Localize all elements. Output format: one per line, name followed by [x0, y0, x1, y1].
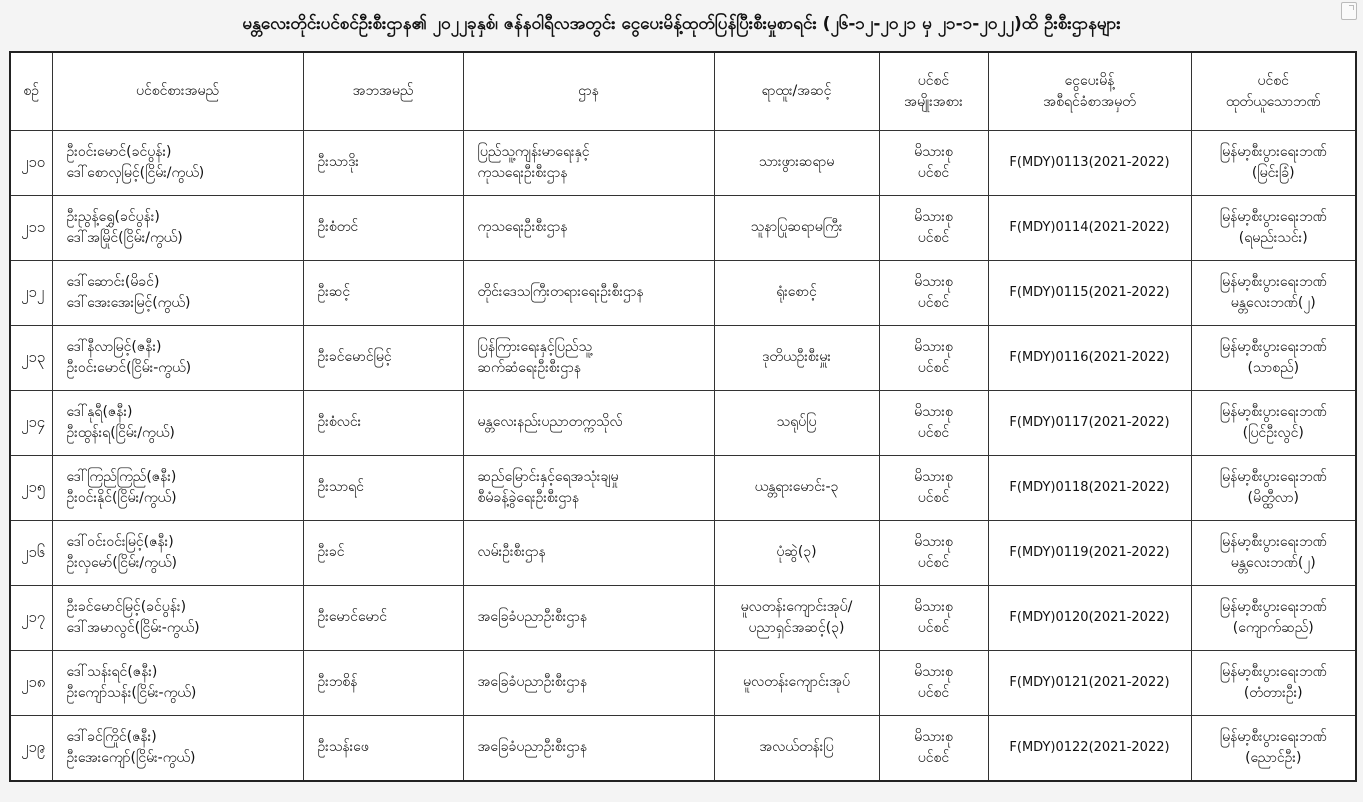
table-row	[10, 715, 1356, 781]
cell-pension-type	[879, 390, 988, 455]
cell-order-number: F(MDY)0115(2021-2022)	[988, 260, 1191, 325]
cell-rank-line: ဒုတိယဦးစီးမှူး	[762, 349, 831, 366]
cell-pension-type-line: မိသားစု	[914, 403, 953, 420]
cell-pensioner-name-line: ဦးကျော်သန်း(ငြိမ်း-ကွယ်)	[66, 684, 197, 701]
cell-department	[463, 520, 714, 585]
cell-pensioner-name-line: ဒေါ်စောလှမြင့်(ငြိမ်း/ကွယ်)	[66, 164, 205, 181]
cell-department	[463, 131, 714, 196]
cell-pension-type-line: မိသားစု	[914, 468, 953, 485]
cell-father-name-line: ဦးသာဒိုး	[317, 154, 359, 171]
cell-bank-line: မြန်မာ့စီးပွားရေးဘဏ်	[1219, 208, 1327, 225]
header-bank-line: ထုတ်ယူသောဘဏ်	[1225, 93, 1321, 110]
cell-pensioner-name-line: ဒေါ်ကြည်ကြည်(ဇနီး)	[66, 468, 177, 485]
cell-department	[463, 650, 714, 715]
cell-pension-type-line: ပင်စင်	[917, 619, 950, 636]
table-body	[10, 131, 1356, 782]
cell-no: ၂၁၉	[10, 715, 52, 781]
cell-pension-type-line: ပင်စင်	[917, 684, 950, 701]
table-row	[10, 455, 1356, 520]
cell-pension-type-line: ပင်စင်	[917, 164, 950, 181]
table-row	[10, 650, 1356, 715]
cell-father-name-line: ဦးခင်မောင်မြင့်	[317, 349, 392, 366]
cell-bank-line: မြန်မာ့စီးပွားရေးဘဏ်	[1219, 468, 1327, 485]
header-pension-type-line: ပင်စင်	[917, 72, 950, 89]
header-order-number-line: အစီရင်ခံစာအမှတ်	[1043, 93, 1136, 110]
cell-department-line: အခြေခံပညာဦးစီးဌာန	[477, 674, 588, 691]
cell-no: ၂၁၄	[10, 390, 52, 455]
cell-pensioner-name	[52, 131, 303, 196]
header-father-name-line: အဘအမည်	[352, 83, 414, 99]
cell-bank-line: (ပြင်ဦးလွင်)	[1242, 424, 1304, 441]
cell-department-line: ဆက်ဆံရေးဦးစီးဌာန	[477, 359, 581, 376]
cell-pensioner-name-line: ဒေါ်နီလာမြင့်(ဇနီး)	[66, 338, 162, 355]
table-row	[10, 390, 1356, 455]
cell-department	[463, 455, 714, 520]
table-row	[10, 520, 1356, 585]
cell-department	[463, 260, 714, 325]
cell-pensioner-name	[52, 715, 303, 781]
cell-bank	[1191, 325, 1356, 390]
cell-pension-type	[879, 260, 988, 325]
cell-rank	[714, 520, 879, 585]
cell-bank	[1191, 715, 1356, 781]
header-pensioner-name	[52, 52, 303, 131]
cell-order-number: F(MDY)0117(2021-2022)	[988, 390, 1191, 455]
cell-bank-line: မန္တလေးဘဏ်(၂)	[1230, 554, 1316, 571]
cell-rank-line: ပညာရှင်အဆင့်(၃)	[748, 619, 845, 636]
cell-department-line: ကုသရေးဦးစီးဌာန	[477, 219, 568, 236]
cell-pensioner-name	[52, 390, 303, 455]
header-pensioner-name-line: ပင်စင်စားအမည်	[136, 83, 219, 99]
cell-department	[463, 585, 714, 650]
header-father-name	[303, 52, 463, 131]
cell-pension-type-line: မိသားစု	[914, 728, 953, 745]
cell-rank	[714, 325, 879, 390]
cell-father-name	[303, 390, 463, 455]
cell-bank-line: (ရမည်းသင်း)	[1238, 229, 1308, 246]
cell-bank-line: မြန်မာ့စီးပွားရေးဘဏ်	[1219, 403, 1327, 420]
cell-father-name	[303, 260, 463, 325]
cell-father-name-line: ဦးသာရင်	[317, 479, 364, 496]
cell-pensioner-name-line: ဒေါ်ဝင်းဝင်းမြင့်(ဇနီး)	[66, 533, 174, 550]
cell-pensioner-name	[52, 585, 303, 650]
cell-pension-type-line: မိသားစု	[914, 598, 953, 615]
cell-no: ၂၁၅	[10, 455, 52, 520]
cell-pensioner-name-line: ဦးဝင်းနိုင်(ငြိမ်း/ကွယ်)	[66, 489, 177, 506]
cell-pension-type-line: ပင်စင်	[917, 424, 950, 441]
cell-rank	[714, 585, 879, 650]
cell-rank	[714, 260, 879, 325]
cell-bank-line: မြန်မာ့စီးပွားရေးဘဏ်	[1219, 598, 1327, 615]
cell-pension-type-line: ပင်စင်	[917, 359, 950, 376]
cell-father-name-line: ဦးမောင်မောင်	[317, 609, 388, 626]
cell-rank-line: ပုံဆွဲ(၃)	[776, 544, 817, 561]
cell-pensioner-name-line: ဦးခင်မောင်မြင့်(ခင်ပွန်း)	[66, 598, 187, 615]
cell-bank	[1191, 260, 1356, 325]
cell-department	[463, 195, 714, 260]
cell-department-line: အခြေခံပညာဦးစီးဌာန	[477, 609, 588, 626]
cell-pension-type	[879, 131, 988, 196]
cell-order-number: F(MDY)0121(2021-2022)	[988, 650, 1191, 715]
cell-department-line: စီမံခန့်ခွဲရေးဦးစီးဌာန	[477, 489, 580, 506]
cell-department-line: ပြန်ကြားရေးနှင့်ပြည်သူ့	[477, 338, 593, 355]
header-no-line: စဉ်	[23, 83, 40, 99]
cell-father-name	[303, 455, 463, 520]
cell-pensioner-name-line: ဒေါ်ခင်ကြိုင်(ဇနီး)	[66, 728, 157, 745]
popout-icon[interactable]	[1341, 2, 1357, 20]
cell-department-line: ပြည်သူ့ကျန်းမာရေးနှင့်	[477, 143, 590, 160]
cell-rank-line: ရုံးစောင့်	[776, 284, 817, 301]
cell-pensioner-name	[52, 650, 303, 715]
cell-bank-line: မြန်မာ့စီးပွားရေးဘဏ်	[1219, 728, 1327, 745]
cell-pensioner-name	[52, 520, 303, 585]
cell-pensioner-name-line: ဒေါ်အမြိုင်(ငြိမ်း/ကွယ်)	[66, 229, 183, 246]
cell-pensioner-name-line: ဦးအေးကျော်(ငြိမ်း-ကွယ်)	[66, 749, 196, 766]
cell-department	[463, 325, 714, 390]
cell-order-number: F(MDY)0120(2021-2022)	[988, 585, 1191, 650]
cell-rank-line: အလယ်တန်းပြ	[759, 739, 834, 756]
cell-father-name	[303, 585, 463, 650]
cell-pension-type	[879, 715, 988, 781]
cell-bank-line: (ကျောက်ဆည်)	[1232, 619, 1314, 636]
header-bank	[1191, 52, 1356, 131]
header-bank-line: ပင်စင်	[1257, 72, 1289, 89]
header-pension-type	[879, 52, 988, 131]
cell-rank-line: သားဖွားဆရာမ	[758, 154, 835, 171]
cell-father-name-line: ဦးစံတင်	[317, 219, 359, 236]
table-row	[10, 260, 1356, 325]
cell-pensioner-name-line: ဒေါ်အေးအေးမြင့်(ကွယ်)	[66, 294, 191, 311]
header-pension-type-line: အမျိုးအစား	[904, 93, 963, 110]
cell-order-number: F(MDY)0118(2021-2022)	[988, 455, 1191, 520]
cell-father-name	[303, 520, 463, 585]
cell-no: ၂၁၃	[10, 325, 52, 390]
cell-pensioner-name	[52, 455, 303, 520]
cell-order-number: F(MDY)0122(2021-2022)	[988, 715, 1191, 781]
cell-rank	[714, 195, 879, 260]
cell-pension-type	[879, 650, 988, 715]
cell-department-line: အခြေခံပညာဦးစီးဌာန	[477, 739, 588, 756]
cell-bank-line: (မိတ္ထီလာ)	[1247, 489, 1299, 506]
cell-bank-line: မန္တလေးဘဏ်(၂)	[1230, 294, 1316, 311]
cell-pensioner-name	[52, 260, 303, 325]
cell-rank-line: ယန္တရားမောင်း-၃	[754, 479, 839, 496]
cell-pension-type-line: ပင်စင်	[917, 554, 950, 571]
cell-bank	[1191, 455, 1356, 520]
cell-no: ၂၁၆	[10, 520, 52, 585]
table-row	[10, 195, 1356, 260]
cell-father-name-line: ဦးစံလင်း	[317, 414, 362, 431]
cell-father-name-line: ဦးဘစိန်	[317, 674, 358, 691]
cell-no: ၂၁၇	[10, 585, 52, 650]
cell-pensioner-name-line: ဒေါ်သန်းရင်(ဇနီး)	[66, 663, 158, 680]
cell-pension-type	[879, 455, 988, 520]
cell-bank	[1191, 131, 1356, 196]
cell-pension-type	[879, 520, 988, 585]
cell-department-line: ကုသရေးဦးစီးဌာန	[477, 164, 568, 181]
cell-department-line: မန္တလေးနည်းပညာတက္ကသိုလ်	[477, 414, 623, 431]
cell-pension-type-line: ပင်စင်	[917, 229, 950, 246]
cell-pension-type	[879, 195, 988, 260]
cell-pensioner-name-line: ဦးလှမော်(ငြိမ်း/ကွယ်)	[66, 554, 177, 571]
cell-father-name-line: ဦးသန်းဖေ	[317, 739, 369, 756]
header-department	[463, 52, 714, 131]
cell-bank	[1191, 520, 1356, 585]
cell-bank-line: (ညောင်ဦး)	[1245, 749, 1302, 766]
cell-pension-type-line: ပင်စင်	[917, 294, 950, 311]
cell-bank-line: (တံတားဦး)	[1243, 684, 1303, 701]
cell-pension-type-line: မိသားစု	[914, 143, 953, 160]
cell-pensioner-name-line: ဦးထွန်းရ(ငြိမ်း/ကွယ်)	[66, 424, 175, 441]
header-rank	[714, 52, 879, 131]
title-text: မန္တလေးတိုင်းပင်စင်ဦးစီးဌာန၏ ၂၀၂၂ခုနှစ်၊ ဇန်နဝါရီလအတွင်း ငွေပေးမိန့်ထုတ်ပြန်ပြီးစီးမှုစာရင်း (၂၆-၁၂-၂၀၂၁ မှ ၂၁-၁-၂၀၂၂)ထိ ဦးစီးဌာနများ	[242, 13, 1121, 34]
header-row	[10, 52, 1356, 131]
cell-pensioner-name	[52, 195, 303, 260]
cell-bank-line: (သာစည်)	[1247, 359, 1300, 376]
cell-department	[463, 715, 714, 781]
cell-pensioner-name	[52, 325, 303, 390]
cell-pension-type-line: မိသားစု	[914, 208, 953, 225]
cell-rank	[714, 390, 879, 455]
header-no	[10, 52, 52, 131]
cell-pensioner-name-line: ဦးဝင်းမောင်(ငြိမ်း-ကွယ်)	[66, 359, 192, 376]
pension-table	[9, 51, 1357, 782]
cell-rank	[714, 715, 879, 781]
page-title	[0, 0, 1363, 50]
cell-father-name	[303, 650, 463, 715]
header-rank-line: ရာထူး/အဆင့်	[761, 83, 832, 99]
cell-department-line: တိုင်းဒေသကြီးတရားရေးဦးစီးဌာန	[477, 284, 644, 301]
cell-department-line: ဆည်မြောင်းနှင့်ရေအသုံးချမှု	[477, 468, 619, 485]
cell-order-number: F(MDY)0119(2021-2022)	[988, 520, 1191, 585]
cell-rank	[714, 131, 879, 196]
cell-pensioner-name-line: ဦးဝင်းမောင်(ခင်ပွန်း)	[66, 143, 172, 160]
cell-no: ၂၁၈	[10, 650, 52, 715]
cell-father-name	[303, 325, 463, 390]
header-department-line: ဌာန	[578, 83, 599, 99]
cell-pensioner-name-line: ဒေါ်နုရီ(ဇနီး)	[66, 403, 133, 420]
header-order-number	[988, 52, 1191, 131]
cell-bank-line: မြန်မာ့စီးပွားရေးဘဏ်	[1219, 338, 1327, 355]
cell-rank-line: မူလတန်းကျောင်းအုပ်	[743, 674, 850, 691]
cell-father-name-line: ဦးခင်	[317, 544, 345, 561]
cell-no: ၂၁၀	[10, 131, 52, 196]
cell-bank-line: မြန်မာ့စီးပွားရေးဘဏ်	[1219, 273, 1327, 290]
cell-bank	[1191, 195, 1356, 260]
cell-pension-type-line: မိသားစု	[914, 533, 953, 550]
cell-pensioner-name-line: ဒေါ်အမာလွင်(ငြိမ်း-ကွယ်)	[66, 619, 200, 636]
cell-no: ၂၁၂	[10, 260, 52, 325]
cell-pensioner-name-line: ဒေါ်ဆောင်း(မိခင်)	[66, 273, 160, 290]
cell-order-number: F(MDY)0116(2021-2022)	[988, 325, 1191, 390]
cell-pension-type-line: မိသားစု	[914, 338, 953, 355]
cell-pension-type-line: ပင်စင်	[917, 489, 950, 506]
cell-bank-line: (မြင်းခြံ)	[1251, 164, 1295, 181]
cell-father-name-line: ဦးဆင့်	[317, 284, 351, 301]
cell-pension-type	[879, 585, 988, 650]
cell-bank	[1191, 650, 1356, 715]
cell-bank	[1191, 585, 1356, 650]
cell-pension-type-line: မိသားစု	[914, 663, 953, 680]
cell-pension-type	[879, 325, 988, 390]
cell-department-line: လမ်းဦးစီးဌာန	[477, 544, 546, 561]
cell-rank-line: သရုပ်ပြ	[776, 414, 817, 431]
cell-father-name	[303, 715, 463, 781]
cell-rank	[714, 650, 879, 715]
cell-rank	[714, 455, 879, 520]
cell-department	[463, 390, 714, 455]
cell-bank-line: မြန်မာ့စီးပွားရေးဘဏ်	[1219, 533, 1327, 550]
cell-bank-line: မြန်မာ့စီးပွားရေးဘဏ်	[1219, 143, 1327, 160]
cell-rank-line: သူနာပြုဆရာမကြီး	[750, 219, 843, 236]
header-order-number-line: ငွေပေးမိန့်	[1064, 72, 1115, 89]
cell-pensioner-name-line: ဦးညွန့်ရွှေ(ခင်ပွန်း)	[66, 208, 160, 225]
table-row	[10, 585, 1356, 650]
cell-father-name	[303, 195, 463, 260]
cell-pension-type-line: ပင်စင်	[917, 749, 950, 766]
table-row	[10, 325, 1356, 390]
cell-no: ၂၁၁	[10, 195, 52, 260]
cell-bank	[1191, 390, 1356, 455]
cell-rank-line: မူလတန်းကျောင်းအုပ်/	[740, 598, 853, 615]
cell-bank-line: မြန်မာ့စီးပွားရေးဘဏ်	[1219, 663, 1327, 680]
cell-father-name	[303, 131, 463, 196]
cell-order-number: F(MDY)0113(2021-2022)	[988, 131, 1191, 196]
cell-order-number: F(MDY)0114(2021-2022)	[988, 195, 1191, 260]
table-row	[10, 131, 1356, 196]
cell-pension-type-line: မိသားစု	[914, 273, 953, 290]
